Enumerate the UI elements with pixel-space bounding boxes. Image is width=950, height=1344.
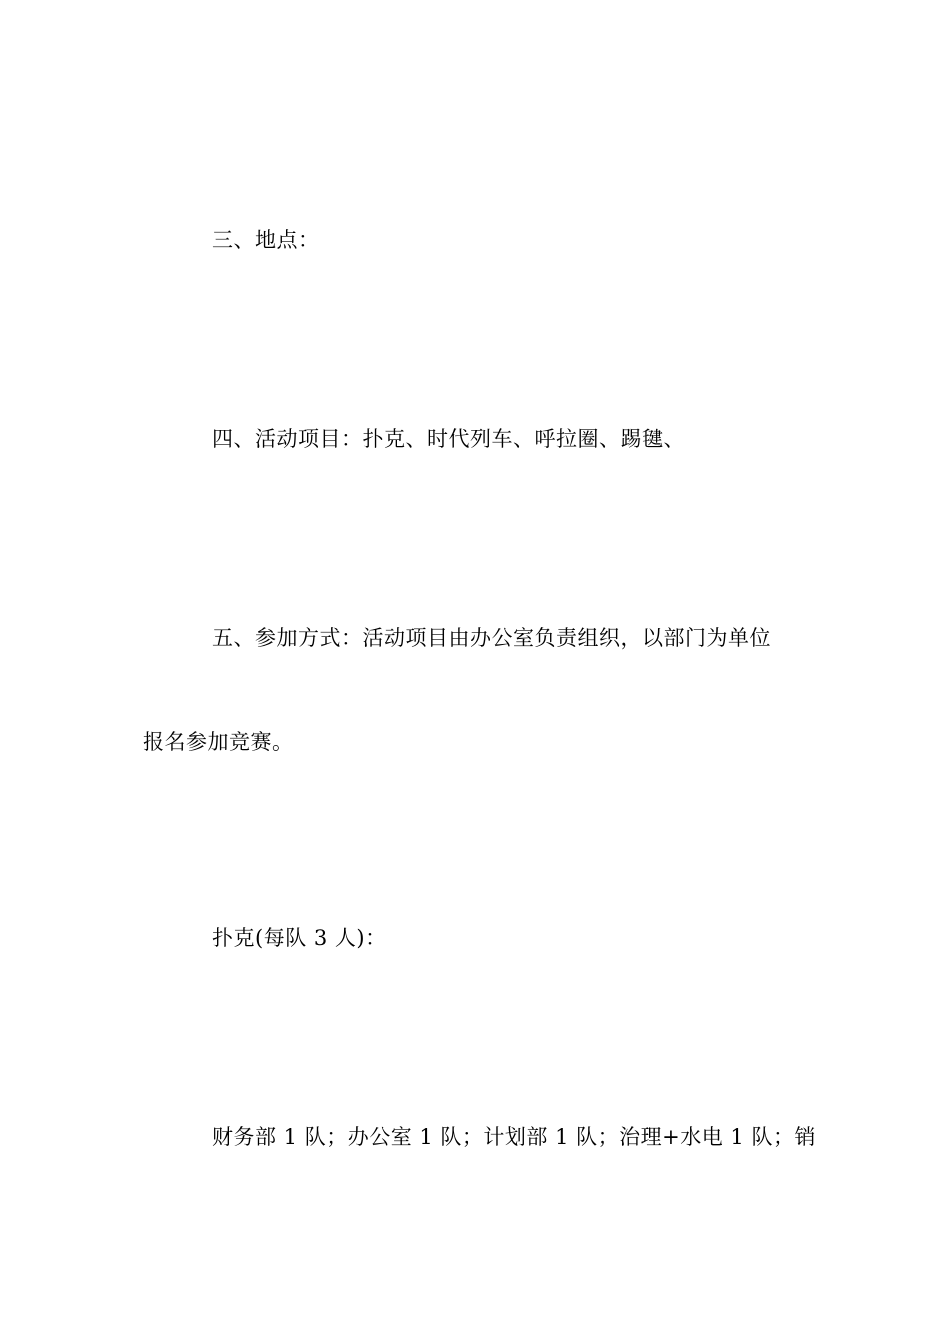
paragraph-continuation: 报名参加竞赛。 <box>143 730 294 754</box>
paragraph-team-list: 财务部 1 队；办公室 1 队；计划部 1 队；治理+水电 1 队；销 <box>212 1125 816 1149</box>
subheading-poker: 扑克(每队 3 人)： <box>212 926 387 950</box>
section-heading-location: 三、地点： <box>212 228 320 252</box>
section-heading-activities: 四、活动项目：扑克、时代列车、呼拉圈、踢毽、 <box>212 427 685 451</box>
section-heading-participation: 五、参加方式：活动项目由办公室负责组织，以部门为单位 <box>212 626 771 650</box>
